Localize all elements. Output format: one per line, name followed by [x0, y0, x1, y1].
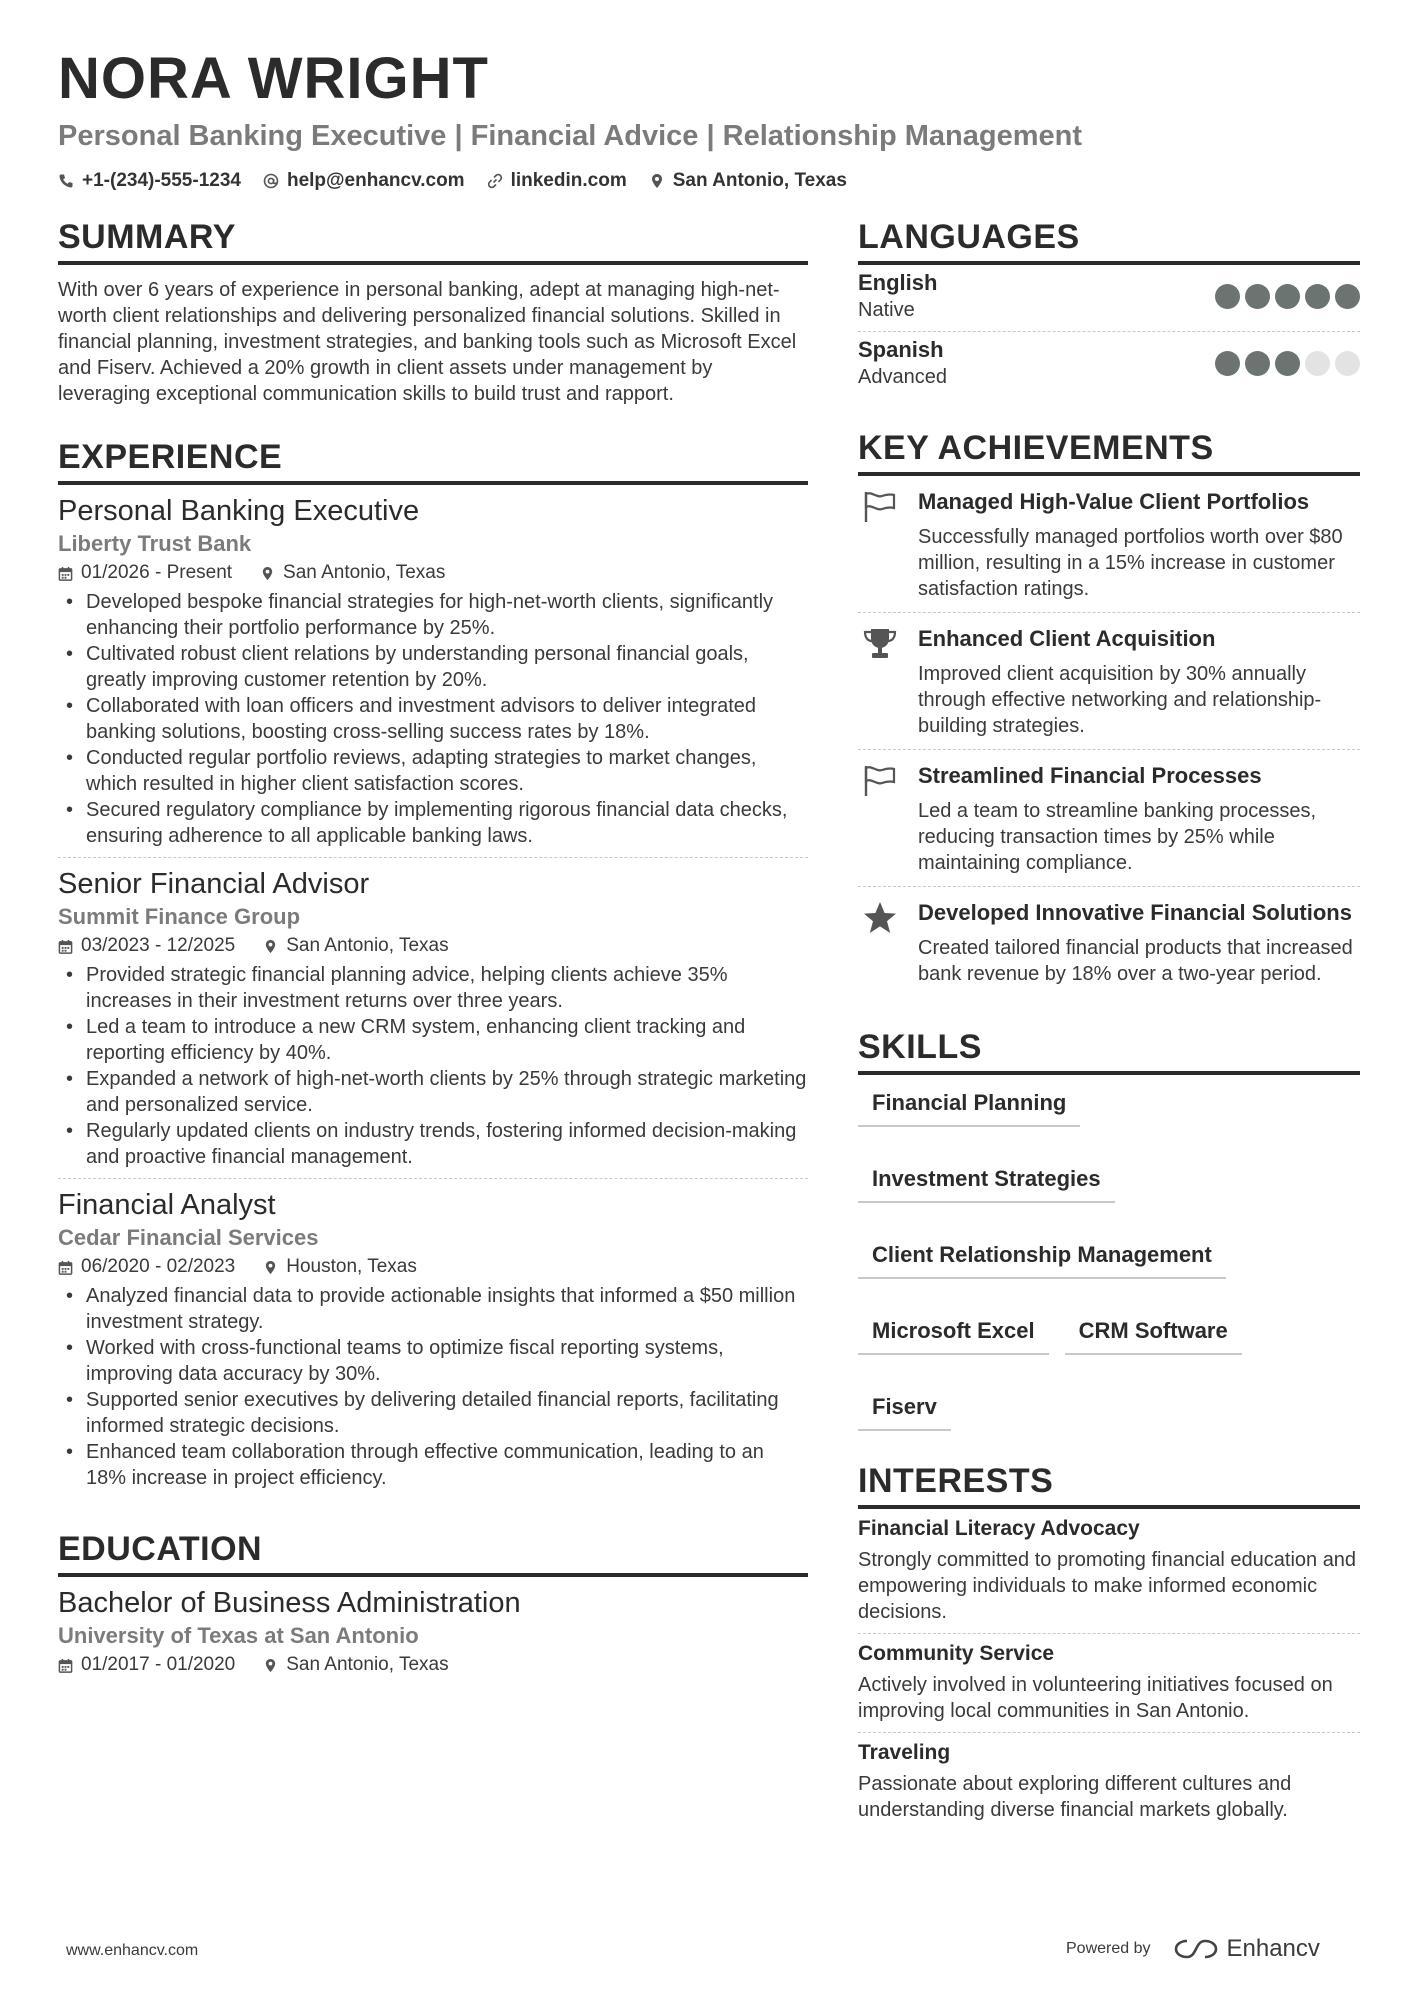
footer-branding	[1066, 1935, 1320, 1963]
skill-tag: Investment Strategies	[858, 1159, 1115, 1203]
trophy-icon	[862, 627, 898, 661]
interest-item	[858, 1733, 1360, 1831]
education-meta	[58, 1651, 808, 1679]
job-location	[263, 1253, 417, 1281]
achievement-item	[858, 613, 1360, 750]
job-title: Personal Banking Executive	[58, 495, 420, 527]
language-name: Spanish	[858, 337, 944, 362]
job-bullets	[58, 962, 808, 1170]
job-bullet: • Provided strategic financial planning advice, helping clients achieve 35% increases in their investment returns over three years.	[58, 962, 808, 1014]
calendar-icon	[58, 939, 73, 954]
education-dates	[58, 1651, 235, 1679]
achievements-heading: KEY ACHIEVEMENTS	[858, 426, 1360, 476]
job-company: Liberty Trust Bank	[58, 531, 252, 556]
job-meta	[58, 559, 808, 587]
languages-section	[858, 215, 1360, 398]
link-icon	[487, 173, 503, 189]
skills-list	[858, 1083, 1360, 1431]
job-dates-text: 06/2020 - 02/2023	[81, 1256, 236, 1277]
experience-section	[58, 435, 808, 1499]
rating-dot-filled	[1305, 284, 1330, 309]
skills-section	[858, 1025, 1360, 1431]
flag-icon	[862, 764, 898, 798]
summary-text: With over 6 years of experience in personal banking, adept at managing high-net-worth client relationships and delivering personalized financial solutions. Skilled in financial planning, investment strategies, and banking tools such as Microsoft Excel and Fiserv. Achieved a 20% growth in client assets under management by leveraging exceptional communication skills to build trust and rapport.	[58, 279, 797, 405]
location-icon	[260, 566, 275, 581]
achievements-section	[858, 426, 1360, 997]
job-dates	[58, 1253, 235, 1281]
education-degree: Bachelor of Business Administration	[58, 1587, 521, 1619]
contact-location	[649, 168, 847, 194]
job-bullet: • Secured regulatory compliance by implementing rigorous financial data checks, ensuring adherence to all applicable banking laws.	[58, 797, 808, 849]
language-level: Advanced	[858, 366, 947, 388]
achievement-title: Managed High-Value Client Portfolios	[918, 489, 1310, 514]
rating-dot-filled	[1245, 351, 1270, 376]
language-rating	[1215, 351, 1360, 376]
education-location-text: San Antonio, Texas	[286, 1654, 449, 1675]
phone-icon	[58, 173, 74, 189]
achievement-desc: Improved client acquisition by 30% annually through effective networking and relationship-building strategies.	[918, 663, 1322, 737]
candidate-name: NORA WRIGHT	[58, 46, 489, 111]
interests-heading: INTERESTS	[858, 1459, 1360, 1509]
summary-heading: SUMMARY	[58, 215, 808, 265]
calendar-icon	[58, 1260, 73, 1275]
job-bullet: • Conducted regular portfolio reviews, adapting strategies to market changes, which resulted in higher client satisfaction scores.	[58, 745, 808, 797]
achievement-desc: Led a team to streamline banking processes, reducing transaction times by 25% while maintaining compliance.	[918, 800, 1316, 874]
job-bullet: • Led a team to introduce a new CRM system, enhancing client tracking and reporting efficiency by 40%.	[58, 1014, 808, 1066]
achievement-title: Developed Innovative Financial Solutions	[918, 900, 1352, 925]
language-level: Native	[858, 299, 915, 321]
summary-section	[58, 215, 808, 407]
job-bullet: • Regularly updated clients on industry trends, fostering informed decision-making and proactive financial management.	[58, 1118, 808, 1170]
language-name: English	[858, 270, 938, 295]
interest-desc: Strongly committed to promoting financial education and empowering individuals to make informed economic decisions.	[858, 1549, 1357, 1623]
education-entry	[58, 1585, 808, 1687]
skill-tag: Client Relationship Management	[858, 1235, 1226, 1279]
contact-linkedin-text: linkedin.com	[510, 170, 627, 191]
skill-tag: Fiserv	[858, 1387, 951, 1431]
rating-dot-filled	[1335, 284, 1360, 309]
interest-desc: Passionate about exploring different cultures and understanding diverse financial markets globally.	[858, 1773, 1292, 1821]
rating-dot-empty	[1305, 351, 1330, 376]
job-title: Senior Financial Advisor	[58, 868, 370, 900]
skills-heading: SKILLS	[858, 1025, 1360, 1075]
achievement-desc: Successfully managed portfolios worth over $80 million, resulting in a 15% increase in customer satisfaction ratings.	[918, 526, 1343, 600]
location-icon	[263, 1260, 278, 1275]
job-bullet: • Cultivated robust client relations by understanding personal financial goals, greatly improving customer retention by 20%.	[58, 641, 808, 693]
job-title: Financial Analyst	[58, 1189, 276, 1221]
job-bullet: • Worked with cross-functional teams to optimize fiscal reporting systems, improving data accuracy by 30%.	[58, 1335, 808, 1387]
rating-dot-filled	[1245, 284, 1270, 309]
interest-item	[858, 1509, 1360, 1634]
job-company: Summit Finance Group	[58, 904, 301, 929]
left-column	[58, 215, 808, 1695]
job-bullets	[58, 1283, 808, 1491]
interest-title: Financial Literacy Advocacy	[858, 1517, 1140, 1540]
achievement-desc: Created tailored financial products that increased bank revenue by 18% over a two-year period.	[918, 937, 1353, 985]
location-icon	[263, 1658, 278, 1673]
education-section	[58, 1527, 808, 1687]
rating-dot-filled	[1275, 284, 1300, 309]
job-dates	[58, 932, 235, 960]
interests-section	[858, 1459, 1360, 1831]
powered-by-label: Powered by	[1066, 1940, 1151, 1957]
job-dates-text: 01/2026 - Present	[81, 562, 233, 583]
language-rating	[1215, 284, 1360, 309]
brand-name: Enhancv	[1226, 1935, 1320, 1962]
achievement-title: Streamlined Financial Processes	[918, 763, 1262, 788]
job-bullet: • Analyzed financial data to provide actionable insights that informed a $50 million investment strategy.	[58, 1283, 808, 1335]
education-school: University of Texas at San Antonio	[58, 1623, 419, 1648]
job-entry	[58, 866, 808, 1179]
rating-dot-filled	[1215, 351, 1240, 376]
job-dates	[58, 559, 232, 587]
rating-dot-filled	[1215, 284, 1240, 309]
education-location	[263, 1651, 448, 1679]
contact-location-text: San Antonio, Texas	[672, 170, 847, 191]
interest-title: Community Service	[858, 1642, 1055, 1665]
flag-icon	[862, 490, 898, 524]
job-meta	[58, 932, 808, 960]
interest-desc: Actively involved in volunteering initiatives focused on improving local communities in San Antonio.	[858, 1674, 1333, 1722]
skill-tag: CRM Software	[1065, 1311, 1242, 1355]
enhancv-logo-icon	[1173, 1936, 1219, 1962]
at-icon	[263, 173, 279, 189]
job-bullet: • Collaborated with loan officers and investment advisors to deliver integrated banking solutions, boosting cross-selling success rates by 18%.	[58, 693, 808, 745]
job-dates-text: 03/2023 - 12/2025	[81, 935, 236, 956]
languages-heading: LANGUAGES	[858, 215, 1360, 265]
job-bullet: • Supported senior executives by delivering detailed financial reports, facilitating informed strategic decisions.	[58, 1387, 808, 1439]
job-location	[263, 932, 448, 960]
job-entry	[58, 493, 808, 858]
footer-website[interactable]: www.enhancv.com	[66, 1942, 199, 1959]
interest-title: Traveling	[858, 1741, 951, 1764]
education-dates-text: 01/2017 - 01/2020	[81, 1654, 236, 1675]
contact-phone[interactable]	[58, 168, 241, 194]
language-item	[858, 265, 1360, 332]
calendar-icon	[58, 1658, 73, 1673]
achievement-item	[858, 750, 1360, 887]
right-column	[858, 215, 1360, 1831]
contact-email-text: help@enhancv.com	[286, 170, 465, 191]
contact-bar	[58, 168, 847, 194]
job-company: Cedar Financial Services	[58, 1225, 319, 1250]
achievement-title: Enhanced Client Acquisition	[918, 626, 1216, 651]
job-bullet: • Developed bespoke financial strategies for high-net-worth clients, significantly enhancing their portfolio performance by 25%.	[58, 589, 808, 641]
contact-linkedin[interactable]	[487, 168, 627, 194]
achievement-item	[858, 887, 1360, 997]
education-heading: EDUCATION	[58, 1527, 808, 1577]
contact-phone-text: +1-(234)-555-1234	[82, 170, 241, 191]
experience-heading: EXPERIENCE	[58, 435, 808, 485]
location-icon	[263, 939, 278, 954]
location-icon	[649, 173, 665, 189]
rating-dot-filled	[1275, 351, 1300, 376]
job-location-text: Houston, Texas	[286, 1256, 417, 1277]
calendar-icon	[58, 566, 73, 581]
skill-tag: Financial Planning	[858, 1083, 1080, 1127]
skill-tag: Microsoft Excel	[858, 1311, 1049, 1355]
contact-email[interactable]	[263, 168, 465, 194]
enhancv-logo[interactable]	[1173, 1935, 1320, 1963]
job-location	[260, 559, 445, 587]
star-icon	[862, 901, 898, 935]
candidate-headline: Personal Banking Executive | Financial Advice | Relationship Management	[58, 120, 1082, 152]
job-meta	[58, 1253, 808, 1281]
job-bullet: • Enhanced team collaboration through effective communication, leading to an 18% increase in project efficiency.	[58, 1439, 808, 1491]
interest-item	[858, 1634, 1360, 1733]
achievement-item	[858, 476, 1360, 613]
rating-dot-empty	[1335, 351, 1360, 376]
job-entry	[58, 1187, 808, 1499]
job-bullets	[58, 589, 808, 849]
language-item	[858, 332, 1360, 398]
job-location-text: San Antonio, Texas	[286, 935, 449, 956]
job-location-text: San Antonio, Texas	[283, 562, 446, 583]
job-bullet: • Expanded a network of high-net-worth clients by 25% through strategic marketing and personalized service.	[58, 1066, 808, 1118]
